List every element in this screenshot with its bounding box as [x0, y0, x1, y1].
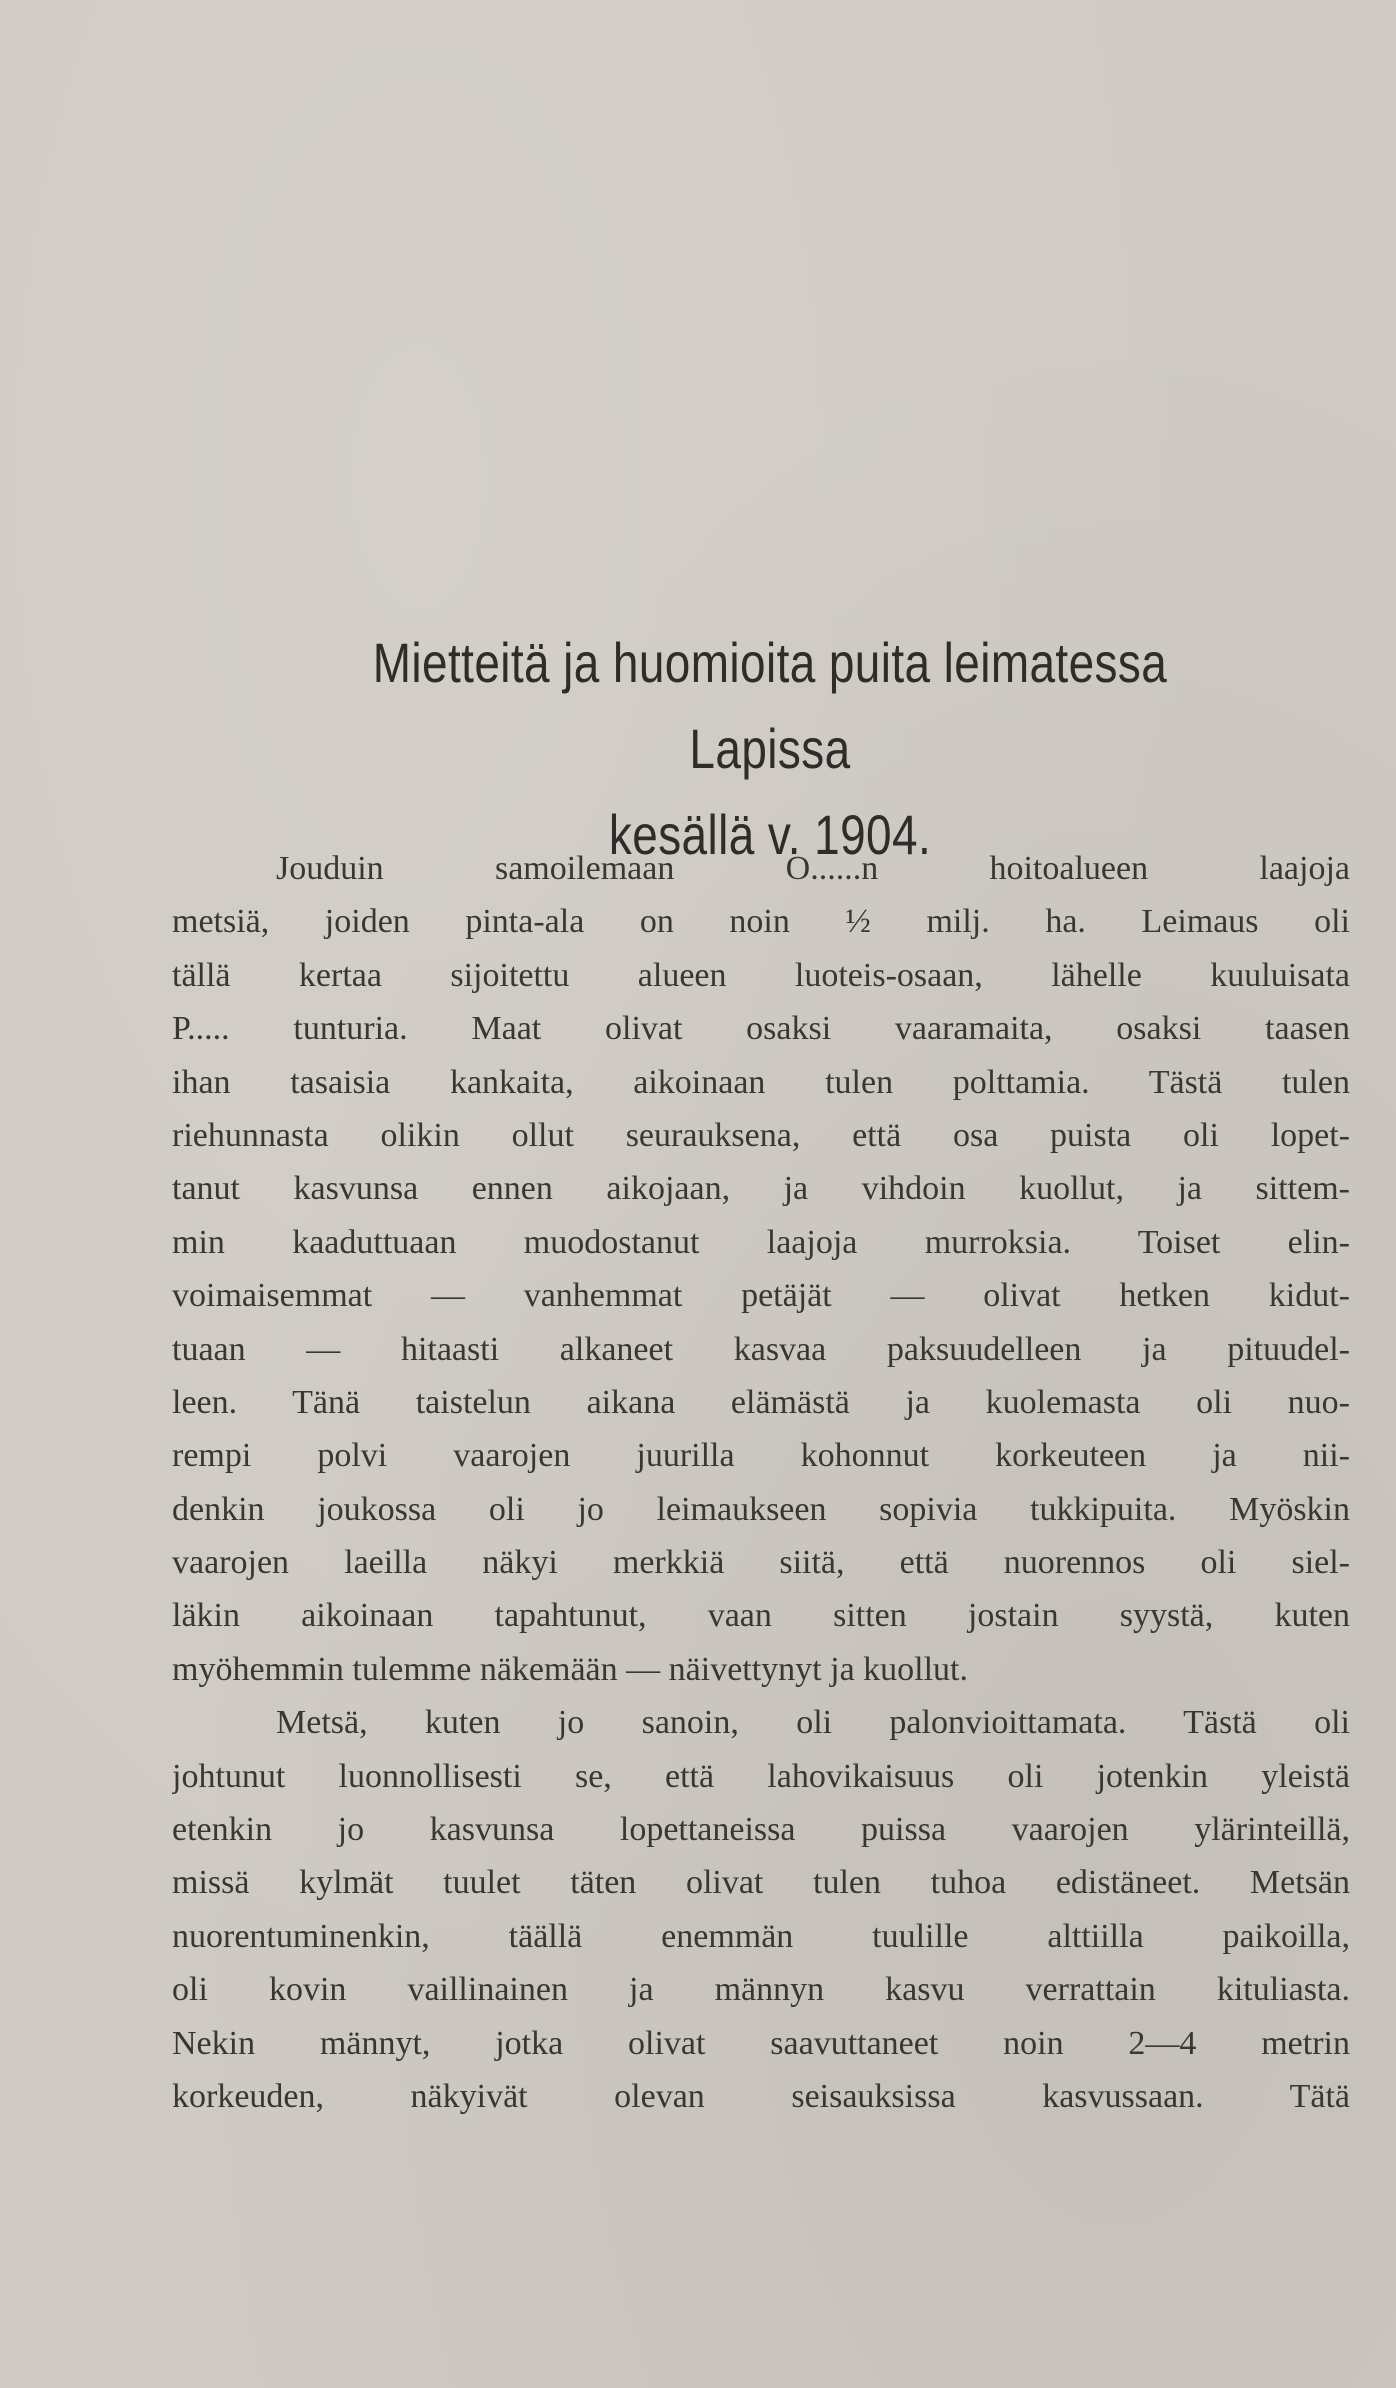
paragraph-2: [172, 1696, 1350, 2123]
text-line: tanut kasvunsa ennen aikojaan, ja vihdoin kuollut, ja sittem-: [172, 1170, 1350, 1208]
text-line: denkin joukossa oli jo leimaukseen sopivia tukkipuita. Myöskin: [172, 1490, 1350, 1528]
text-line: metsiä, joiden pinta-ala on noin ½ milj. ha. Leimaus oli: [172, 903, 1350, 941]
text-line: tällä kertaa sijoitettu alueen luoteis-osaan, lähelle kuuluisata: [172, 956, 1350, 994]
title-line-2: kesällä v. 1904.: [608, 803, 932, 866]
text-line: voimaisemmat — vanhemmat petäjät — olivat hetken kidut-: [172, 1277, 1350, 1315]
text-line: oli kovin vaillinainen ja männyn kasvu verrattain kituliasta.: [172, 1971, 1350, 2009]
text-line: leen. Tänä taistelun aikana elämästä ja kuolemasta oli nuo-: [172, 1383, 1350, 1421]
text-line: Jouduin samoilemaan O......n hoitoalueen laajoja: [276, 850, 1350, 887]
text-line: ihan tasaisia kankaita, aikoinaan tulen polttamia. Tästä tulen: [172, 1063, 1350, 1101]
text-line: tuaan — hitaasti alkaneet kasvaa paksuudelleen ja pituudel-: [172, 1330, 1350, 1368]
text-line: etenkin jo kasvunsa lopettaneissa puissa vaarojen ylärinteillä,: [172, 1811, 1350, 1849]
text-line: P..... tunturia. Maat olivat osaksi vaaramaita, osaksi taasen: [172, 1010, 1350, 1048]
text-line: nuorentuminenkin, täällä enemmän tuulille alttiilla paikoilla,: [172, 1917, 1350, 1955]
text-line: min kaaduttuaan muodostanut laajoja murroksia. Toiset elin-: [172, 1223, 1350, 1261]
text-line: vaarojen laeilla näkyi merkkiä siitä, että nuorennos oli siel-: [172, 1544, 1350, 1582]
text-line: Nekin männyt, jotka olivat saavuttaneet noin 2—4 metrin: [172, 2024, 1350, 2062]
text-line: läkin aikoinaan tapahtunut, vaan sitten jostain syystä, kuten: [172, 1597, 1350, 1635]
paragraph-1: [172, 842, 1350, 1696]
title-line-1: Mietteitä ja huomioita puita leimatessa Lapissa: [372, 631, 1168, 780]
text-line: riehunnasta olikin ollut seurauksena, että osa puista oli lopet-: [172, 1116, 1350, 1154]
text-line: Metsä, kuten jo sanoin, oli palonvioittamata. Tästä oli: [276, 1704, 1350, 1742]
text-line: missä kylmät tuulet täten olivat tulen tuhoa edistäneet. Metsän: [172, 1864, 1350, 1902]
text-line: rempi polvi vaarojen juurilla kohonnut korkeuteen ja nii-: [172, 1437, 1350, 1475]
text-line: myöhemmin tulemme näkemään — näivettynyt ja kuollut.: [172, 1650, 968, 1688]
text-line: korkeuden, näkyivät olevan seisauksissa kasvussaan. Tätä: [172, 2077, 1350, 2115]
text-line: johtunut luonnollisesti se, että lahovikaisuus oli jotenkin yleistä: [172, 1757, 1350, 1795]
article-title: [303, 620, 1238, 878]
article-body: [172, 842, 1350, 2123]
